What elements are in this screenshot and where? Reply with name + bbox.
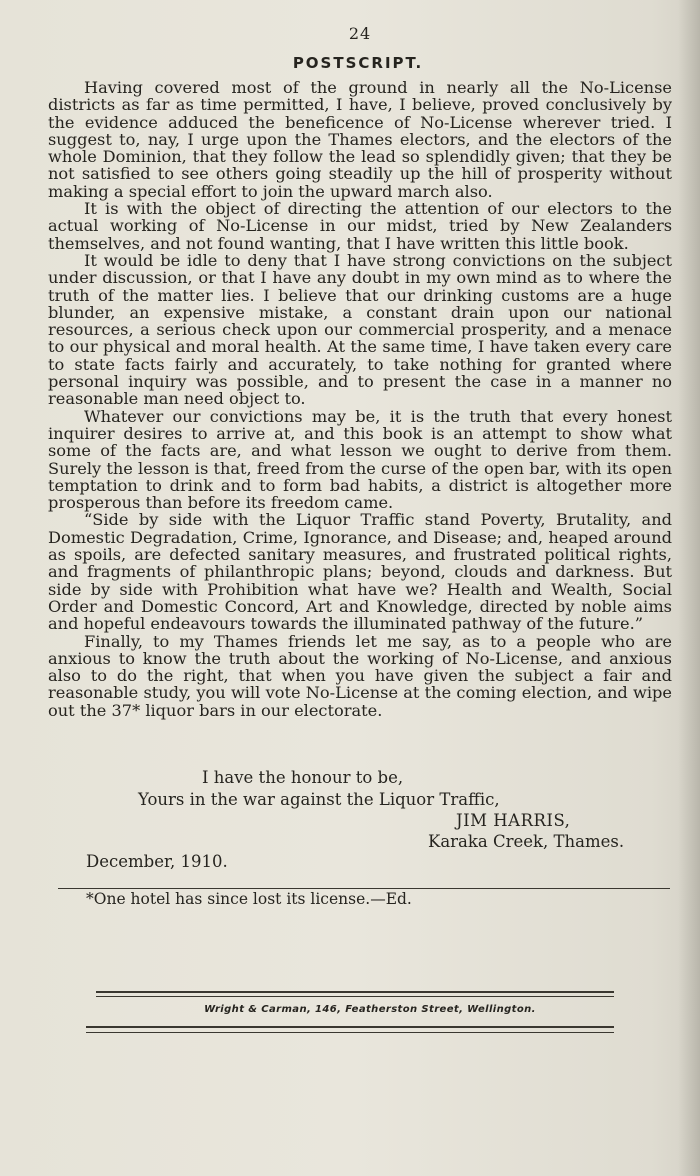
body-text [48,79,672,719]
page-edge-shadow [678,0,700,1176]
paragraph: It would be idle to deny that I have strong convictions on the subject under discussion, or that I have any doubt in my own mind as to where the truth of the matter lies. I believe that our drinking customs are a huge blunder, an expensive mistake, a constant drain upon our national resources, a serious check upon our commercial prosperity, and a menace to our physical and moral health. At the same time, I have taken every care to state facts fairly and accurately, to take nothing for granted where personal inquiry was possible, and to present the case in a manner no reasonable man need object to. [48,250,672,409]
footnote: *One hotel has since lost its license.—Ed. [86,890,412,908]
paragraph: It is with the object of directing the attention of our electors to the actual working of No-License in our midst, tried by New Zealanders themselves, and not found wanting, that I have written this little book. [48,199,672,253]
letter-date: December, 1910. [86,852,228,871]
signature-place-text: Karaka Creek, Thames. [428,832,625,851]
signature-name [48,811,672,830]
paragraph: Finally, to my Thames friends let me say, as to a people who are anxious to know the truth about the working of No-License, and anxious also to do the right, that when you have given the subject a fair and reasonable study, you will vote No-License at the coming election, and wipe out the 37* liquor bars in our electorate. [48,631,672,720]
closing-valediction [48,790,672,809]
footnote-divider [58,888,670,889]
closing-salutation-text: I have the honour to be, [202,768,404,787]
imprint-rule-bottom-thin [86,1032,614,1033]
section-heading: POSTSCRIPT. [292,54,424,72]
paragraph: Having covered most of the ground in nearly all the No-License districts as far as time permitted, I have, I believe, proved conclusively by the evidence adduced the beneficence of No-License wherever tried. I suggest to, nay, I urge upon the Thames electors, and the electors of the whole Dominion, that they follow the lead so splendidly given; that they be not satisfied to see others going steadily up the hill of prosperity without making a special effort to join the upward march also. [48,78,672,201]
paragraph: Whatever our convictions may be, it is the truth that every honest inquirer desires to arrive at, and this book is an attempt to show what some of the facts are, and what lesson we ought to derive from them. Surely the lesson is that, freed from the curse of the open bar, with its open temptation to drink and to form bad habits, a district is altogether more prosperous than before its freedom came. [48,406,672,513]
closing-valediction-text: Yours in the war against the Liquor Traffic, [138,790,500,809]
page-number: 24 [348,24,372,43]
printer-imprint: Wright & Carman, 146, Featherston Street, Wellington. [204,1004,536,1015]
signature-name-text: JIM HARRIS, [456,811,571,830]
imprint-rule-top [96,991,614,993]
paragraph: “Side by side with the Liquor Traffic stand Poverty, Brutality, and Domestic Degradation, Crime, Ignorance, and Disease; and, heaped around as spoils, are defected sanitary measures, and frustrated political rights, and fragments of philanthropic plans; beyond, clouds and darkness. But side by side with Prohibition what have we? Health and Wealth, Social Order and Domestic Concord, Art and Knowledge, directed by noble aims and hopeful endeavours towards the illuminated pathway of the future.” [48,510,672,634]
imprint-rule-bottom [86,1026,614,1028]
closing-salutation [48,768,672,787]
signature-place [48,832,672,851]
imprint-rule-top-thin [96,996,614,997]
